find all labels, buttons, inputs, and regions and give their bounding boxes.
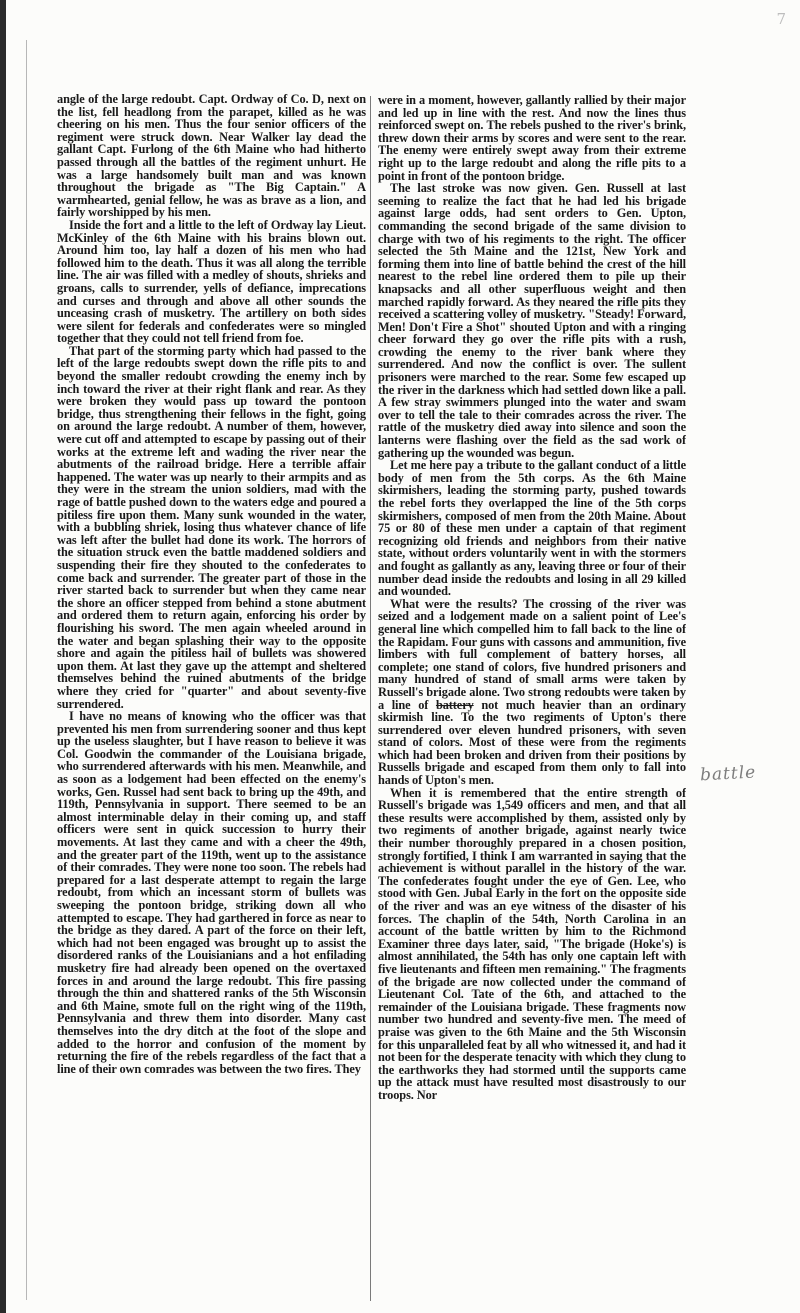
paragraph: When it is remembered that the entire strength of Russell's brigade was 1,549 officers and men, and that all these results were accomplished by them, assisted only by two regiments of another brigade, against nearly twice their number thoroughly prepared in a chosen position, strongly fortified, I think I am warranted in saying that the achievement is without parallel in the history of the war. The confederates fought under the eye of Gen. Lee, who stood with Gen. Jubal Early in the fort on the opposite side of the river and was an eye witness of the disaster of his forces. The chaplin of the 54th, North Carolina in an account of the battle written by him to the Richmond Examiner three days later, said, "The brigade (Hoke's) is almost annihilated, the 54th has only one captain left with five lieutenants and fifteen men remaining." The fragments of the brigade are now collected under the command of Lieutenant Col. Tate of the 6th, and attached to the remainder of the Louisiana brigade. These fragments now number two hundred and seventy-five men. The meed of praise was given to the 6th Maine and the 5th Wisconsin for this unparalleled feat by all who witnessed it, and had it not been for the desperate tenacity with which they clung to the earthworks they had stormed until the supports came up the attack must have resulted most disastrously to our troops. Nor xyxy=(378,785,686,1102)
struck-word: battery xyxy=(435,697,474,712)
paragraph: were in a moment, however, gallantly rallied by their major and led up in line with the rest. And now the lines thus reinforced swept on. The rebels pushed to the river's brink, threw down their arms by scores and were sent to the rear. The enemy were entirely swept away from their extreme right up to the large redoubt and along the rifle pits to a point in front of the pontoon bridge. xyxy=(378,94,686,183)
handwritten-correction: battle xyxy=(699,762,757,786)
column-rule xyxy=(370,96,371,1301)
paragraph: angle of the large redoubt. Capt. Ordway of Co. D, next on the list, fell headlong from the parapet, killed as he was cheering on his men. Thus the four senior officers of the regiment were struck down. Near Walker lay dead the gallant Capt. Furlong of the 6th Maine who had hitherto passed through all the battles of the regiment unhurt. He was a large handsomely built man and was known throughout the brigade as "The Big Captain." A warmhearted, genial fellow, he was as brave as a lion, and fairly worshipped by his men. xyxy=(57,93,366,220)
paragraph: That part of the storming party which had passed to the left of the large redoubts swept down the rifle pits to and beyond the smaller redoubt crowding the enemy inch by inch toward the river at their right flank and rear. As they were broken they would pass up toward the pontoon bridge, thus strengthening their fellows in the fight, going on around the large redoubt. A number of them, however, were cut off and attempted to escape by passing out of their works at the extreme left and wading the river near the abutments of the railroad bridge. Here a terrible affair happened. The water was up nearly to their armpits and as they were in the stream the union soldiers, mad with the rage of battle pushed down to the waters edge and poured a pitiless fire upon them. Many sunk wounded in the water, with a bubbling shriek, losing thus whatever chance of life was left after the bullet had done its work. The horrors of the situation struck even the battle maddened soldiers and suspending their fire they shouted to the confederates to come back and surrender. The greater part of those in the river started back to surrender but when they came near the shore an officer stepped from behind a stone abutment and ordered them to return again, enforcing his order by flourishing his sword. The men again wheeled around in the water and began splashing their way to the opposite shore and again the pitiless hail of bullets was showered upon them. At last they gave up the attempt and sheltered themselves behind the ruined abutments of the bridge where they cried for "quarter" and about seventy-five surrendered. xyxy=(57,343,366,711)
paragraph: Inside the fort and a little to the left of Ordway lay Lieut. McKinley of the 6th Maine with his brains blown out. Around him too, lay half a dozen of his men who had followed him to the death. Thus it was all along the terrible line. The air was filled with a medley of shouts, shrieks and groans, calls to surrender, yells of defiance, imprecations and curses and through and above all other sounds the unceasing crash of musketry. The artillery on both sides were silent for federals and confederates were so mingled together that they could not tell friend from foe. xyxy=(57,217,366,346)
left-column xyxy=(57,93,366,1305)
paragraph: Let me here pay a tribute to the gallant conduct of a little body of men from the 5th corps. As the 6th Maine skirmishers, leading the storming party, pushed towards the rebel forts they overlapped the line of the 5th corps skirmishers, composed of men from the 20th Maine. About 75 or 80 of these men under a captain of that regiment recognizing old friends and neighbors from their native state, without orders voluntarily went in with the stormers and fought as gallantly as any, leaving three or four of their number dead inside the redoubts and losing in all 29 killed and wounded. xyxy=(378,458,686,599)
paragraph-results xyxy=(378,598,686,787)
right-column xyxy=(378,94,686,1306)
paragraph: The last stroke was now given. Gen. Russell at last seeming to realize the fact that he had led his brigade against large odds, had sent orders to Gen. Upton, commanding the second brigade of the same division to charge with two of his regiments to the right. The officer selected the 5th Maine and the 121st, New York and forming them into line of battle behind the crest of the hill nearest to the rebel line ordered them to pile up their knapsacks and all other superfluous weight and then marched rapidly forward. As they neared the rifle pits they received a scattering volley of musketry. "Steady! Forward, Men! Don't Fire a Shot" shouted Upton and with a ringing cheer forward they go over the rifle pits with a rush, crowding the enemy to the river bank where they surrendered. And now the conflict is over. The sullent prisoners were marched to the rear. Some few escaped up the river in the darkness which had settled down like a pall. A few stray swimmers plunged into the water and swam over to tell the tale to their comrades across the river. The rattle of the musketry died away into silence and soon the lanterns were flashing over the field as the sad work of gathering up the wounded was begun. xyxy=(378,181,686,460)
paragraph-results-continued: not much heavier than an ordinary skirmish line. To the two regiments of Upton's there surrendered over eleven hundred prisoners, with seven stand of colors. Most of these were from the regiments which had been broken and driven from their positions by Russells brigade and escaped from them only to fall into hands of Upton's men. xyxy=(378,697,686,788)
fold-line xyxy=(26,40,27,1300)
paragraph: I have no means of knowing who the officer was that prevented his men from surrendering sooner and thus kept up the useless slaughter, but I have reason to believe it was Col. Goodwin the commander of the Louisiana brigade, who surrendered afterwards with his men. Meanwhile, and as soon as a lodgement had been effected on the enemy's works, Gen. Russel had sent back to bring up the 49th, and 119th, Pennsylvania in support. There seemed to be an almost interminable delay in their coming up, and staff officers were sent in quick succession to hurry their movements. At last they came and with a cheer the 49th, and the greater part of the 119th, went up to the assistance of their comrades. They were none too soon. The rebels had prepared for a last desperate attempt to regain the large redoubt, from which an incessant storm of bullets was sweeping the pontoon bridge, striking down all who attempted to escape. They had garthered in force as near to the bridge as they dared. A part of the force on their left, which had not been engaged was brought up to assist the disordered ranks of the Louisianians and a hot enfilading musketry fire had already been opened on the overtaxed forces in and around the large redoubt. This fire passing through the thin and shattered ranks of the 5th Wisconsin and 6th Maine, smote full on the right wing of the 119th, Pennsylvania and threw them into disorder. Many cast themselves into the dry ditch at the foot of the slope and added to the horror and confusion of the moment by returning the fire of the rebels regardless of the fact that a line of their own comrades was between the two fires. They xyxy=(57,709,366,1076)
page-number: 7 xyxy=(776,10,786,28)
paragraph-results-text: What were the results? The crossing of the river was seized and a lodgement made on a salient point of Lee's general line which compelled him to fall back to the line of the Rapidam. Four guns with cassons and ammunition, five limbers with full complement of battery horses, all complete; one stand of colors, five hundred prisoners and many hundred of stand of small arms were taken by Russell's brigade alone. Two strong redoubts were taken by a line of xyxy=(378,596,686,712)
scan-edge xyxy=(0,0,6,1313)
